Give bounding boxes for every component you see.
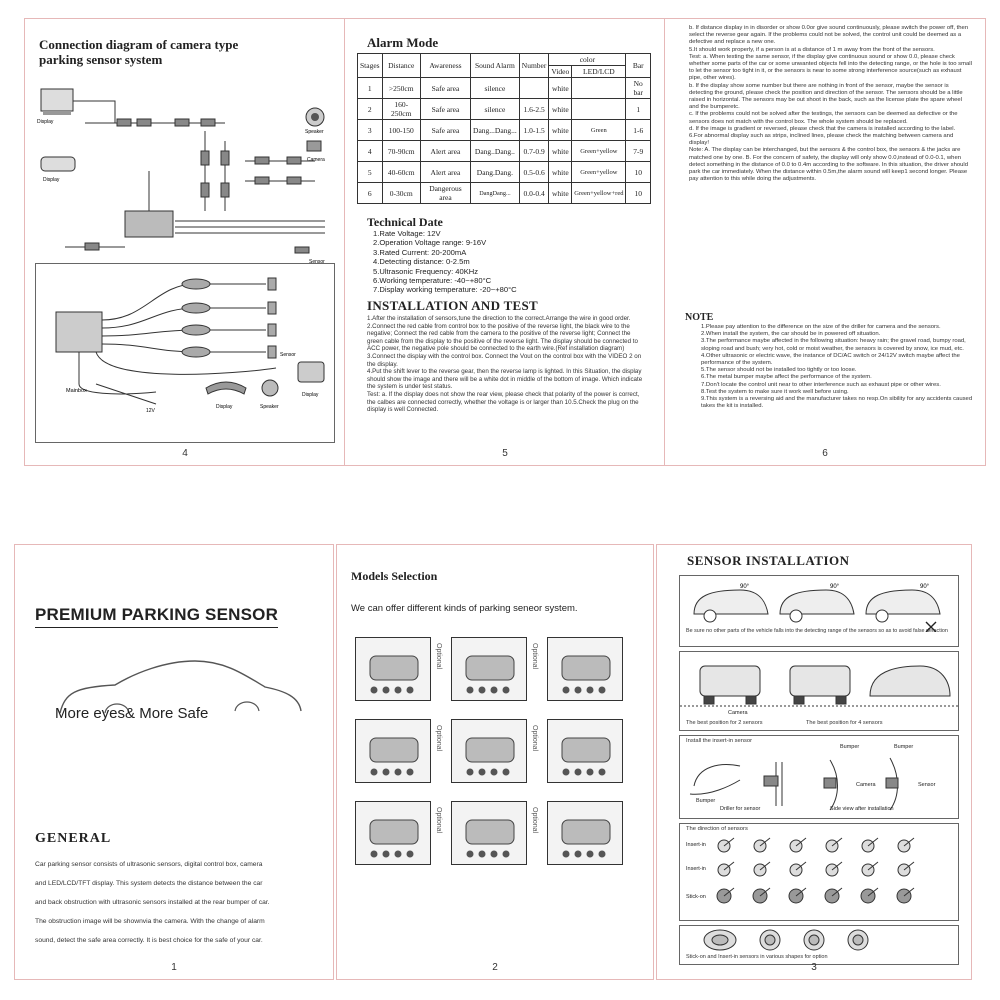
- alarm-cell: Dang.Dang.: [471, 162, 520, 183]
- alarm-row: [358, 78, 651, 99]
- test-paragraph: 5.It should work properly, if a person is at a distance of 1 m away from the front of the sensors.: [689, 46, 935, 53]
- alarm-cell: 0.5-0.6: [519, 162, 549, 183]
- alarm-cell: Dangerous area: [420, 183, 470, 204]
- alarm-cell: 1.6-2.5: [519, 99, 549, 120]
- note-item: 7.Don't locate the control unit near to other interference such as exhaust pipe or other wires.: [701, 381, 941, 388]
- wiring-diagram-lower: [35, 263, 335, 443]
- model-thumbnail: [451, 801, 527, 865]
- models-subtitle: We can offer different kinds of parking seneor system.: [351, 603, 578, 614]
- test-paragraph: Note: A. The display can be interchanged, but the sensors & the control box, the sensors & the jacks are matched one by one. B. For the concern of safety, the display will only show 0.0,instead of 0.0-0.1, when detect something in the distance of 0.0 to 0.4m according to the software. In this situation, the driver should park the car immediately. When the distance within 0.5m,the alarm sound will keep1 second longer. Please pay attention to this while doing the adjustments.: [689, 147, 968, 183]
- test-paragraph: 6.For abnormal display such as strips, inclined lines, please check the matching between camera and display!: [689, 133, 954, 147]
- label-bumper-3: Bumper: [696, 798, 716, 804]
- mainbox: [125, 211, 173, 237]
- svg-text:90°: 90°: [920, 584, 930, 590]
- tech-item: 2.Operation Voltage range: 9-16V: [373, 238, 487, 248]
- alarm-cell: Green: [572, 120, 626, 141]
- note-item: 9.This system is a reversing aid and the manufacturer takes no resp.On sibility for any accidents caused takes the kit is installed.: [701, 396, 973, 410]
- alarm-cell: 160-250cm: [382, 99, 420, 120]
- mirror-display: [41, 157, 75, 171]
- model-thumbnail: [355, 637, 431, 701]
- alarm-cell: 1: [626, 99, 651, 120]
- detecting-range-panel: [679, 575, 959, 647]
- note-item: 6.The metal bumper maybe affect the performance of the system.: [701, 374, 872, 381]
- alarm-cell: Safe area: [420, 120, 470, 141]
- note-item: 1.Please pay attention to the difference on the size of the driller for camera and the sensors.: [701, 324, 941, 330]
- alarm-cell: 100-150: [382, 120, 420, 141]
- alarm-cell: Green+yellow: [572, 141, 626, 162]
- alarm-cell: 6: [358, 183, 383, 204]
- slogan: More eyes& More Safe: [55, 705, 209, 722]
- alarm-cell: 0.7-0.9: [519, 141, 549, 162]
- general-text: [35, 855, 331, 950]
- label-bumper-2: Bumper: [894, 744, 914, 750]
- general-line: Car parking sensor consists of ultrasonic sensors, digital control box, camera: [35, 861, 263, 868]
- th-distance: Distance: [382, 54, 420, 78]
- test-paragraph: b. If distance display in in disorder or show 0.0or give sound continuously, please switch the power off, then select the reverse gear again. If the problems could not be solved, the control unit could be deemed as a defective and replace a new one.: [689, 25, 969, 46]
- alarm-cell: white: [549, 78, 572, 99]
- label-mainbox: Mainbox: [66, 388, 87, 394]
- alarm-cell: 40-60cm: [382, 162, 420, 183]
- page-number-2: 2: [492, 962, 498, 973]
- alarm-cell: DangDang...: [471, 183, 520, 204]
- label-camera: Camera: [307, 157, 325, 163]
- model-illustration: [356, 720, 432, 784]
- alarm-cell: 0-30cm: [382, 183, 420, 204]
- model-thumbnail: [547, 801, 623, 865]
- model-illustration: [452, 638, 528, 702]
- alarm-cell: silence: [471, 99, 520, 120]
- page-1: [14, 544, 334, 980]
- optional-label: Optional: [531, 807, 538, 834]
- svg-text:90°: 90°: [830, 584, 840, 590]
- label-display-2: Display: [43, 177, 60, 183]
- tech-item: 6.Working temperature: -40~+80°C: [373, 276, 492, 286]
- speaker-icon-2: [262, 380, 278, 396]
- alarm-cell: white: [549, 162, 572, 183]
- alarm-cell: 2: [358, 99, 383, 120]
- shapes-svg: [680, 926, 958, 954]
- label-sensor-2: Sensor: [280, 352, 296, 358]
- th-led: LED/LCD: [572, 66, 626, 78]
- label-display-3: Display: [216, 404, 233, 410]
- page-2: [336, 544, 654, 980]
- install-paragraph: 1.After the installation of sensors,tune the direction to the correct.Arrange the wire in good order.: [367, 315, 631, 322]
- alarm-cell: white: [549, 99, 572, 120]
- optional-label: Optional: [435, 643, 442, 670]
- sensor-position-panel: [679, 651, 959, 731]
- alarm-table-body: [358, 78, 651, 204]
- model-illustration: [548, 720, 624, 784]
- install-paragraph: 2.Connect the red cable from control box to the positive of the reverse light, the black wire to the negative; Connect the red cable from the camera to the positive of the reverse light; Connect the green cable from the display to the positive of the reverse light. The display should be connected to ACC power, the negative pole should be connected to the earth wire.(Ref installation diagram): [367, 322, 638, 353]
- model-thumbnail: [547, 637, 623, 701]
- alarm-row: [358, 162, 651, 183]
- tech-item: 4.Detecting distance: 0-2.5m: [373, 257, 470, 267]
- detecting-range-caption: Be sure no other parts of the vehicle falls into the detecting range of the sensors so as to avoid false detection: [686, 628, 948, 634]
- alarm-row: [358, 183, 651, 204]
- svg-text:90°: 90°: [740, 584, 750, 590]
- alarm-cell: 10: [626, 183, 651, 204]
- model-illustration: [452, 802, 528, 866]
- label-bumper-1: Bumper: [840, 744, 860, 750]
- tech-item: 7.Display working temperature: -20~+80°C: [373, 285, 517, 295]
- alarm-cell: Green+yellow: [572, 162, 626, 183]
- model-thumbnail: [451, 719, 527, 783]
- label-driller: Driller for sensor: [720, 806, 761, 812]
- wiring-diagram-lower-svg: [36, 264, 334, 442]
- page-6: [664, 18, 986, 466]
- alarm-table: [357, 53, 651, 204]
- install-insert-caption: Install the insert-in sensor: [686, 738, 753, 744]
- alarm-mode-title: Alarm Mode: [367, 35, 439, 50]
- general-line: and back obstruction with ultrasonic sensors installed at the rear bumper of car.: [35, 899, 270, 906]
- caption-2-sensors: The best position for 2 sensors: [686, 720, 763, 726]
- model-illustration: [356, 802, 432, 866]
- alarm-cell: Green+yellow+red: [572, 183, 626, 204]
- shapes-caption: Stick-on and Insert-in sensors in various shapes for option: [686, 954, 828, 960]
- bar-display: [206, 382, 246, 394]
- alarm-cell: 7-9: [626, 141, 651, 162]
- page-number-3: 3: [811, 962, 817, 973]
- monitor-display: [41, 89, 73, 111]
- alarm-cell: 0.0-0.4: [519, 183, 549, 204]
- label-camera-pos: Camera: [728, 710, 748, 716]
- general-title: GENERAL: [35, 831, 112, 846]
- shapes-panel: [679, 925, 959, 965]
- th-number: Number: [519, 54, 549, 78]
- page-number-1: 1: [171, 962, 177, 973]
- alarm-cell: Alert area: [420, 162, 470, 183]
- model-thumbnail: [355, 719, 431, 783]
- alarm-cell: white: [549, 120, 572, 141]
- alarm-cell: No bar: [626, 78, 651, 99]
- th-color: color: [549, 54, 626, 66]
- tech-item: 5.Ultrasonic Frequency: 40KHz: [373, 266, 479, 276]
- test-paragraph: d. If the image is gradient or reversed, please check that the camera is installed according to the label.: [689, 125, 956, 132]
- tech-item: 3.Rated Current: 20-200mA: [373, 247, 467, 257]
- cover-title: PREMIUM PARKING SENSOR: [35, 605, 278, 628]
- alarm-cell: 4: [358, 141, 383, 162]
- alarm-cell: white: [549, 183, 572, 204]
- label-insert-in-2: Insert-in: [686, 866, 706, 872]
- optional-label: Optional: [531, 643, 538, 670]
- note-item: 4.Other ultrasonic or electric wave, the instance of DC/AC switch or 24/12V switch maybe affect the performance of the system.: [701, 352, 960, 367]
- insert-in-panel: [679, 735, 959, 819]
- optional-label: Optional: [531, 725, 538, 752]
- model-thumbnail: [355, 801, 431, 865]
- install-paragraph: Test: a. If the display does not show the rear view, please check that polarity of the power is correct, the calbes are connected correctly, whether the voltage is or larger than 10.5.Check the plug on the display is well Connected.: [367, 390, 640, 414]
- test-paragraph: b. If the display show some number but there are nothing in front of the sensor, maybe the sensor is detecting the ground, please check the position and direction of the sensor. The sensors should be a little raised in horizontal. The sensors may be out shoot in the back, such as the license plate the spare wheel and the bumperetc.: [689, 82, 963, 111]
- label-insert-in-1: Insert-in: [686, 842, 706, 848]
- alarm-cell: [572, 78, 626, 99]
- alarm-cell: [572, 99, 626, 120]
- install-paragraph: 3.Connect the display with the control box. Connect the Vout on the control box with the VIDEO 2 on the display.: [367, 352, 642, 368]
- direction-panel: [679, 823, 959, 921]
- th-sound: Sound Alarm: [471, 54, 520, 78]
- general-line: sound, detect the safe area correctly. It is best choice for the safe of your car.: [35, 937, 263, 944]
- label-speaker: Speaker: [305, 129, 324, 135]
- label-sensor-p3: Sensor: [918, 782, 936, 788]
- note-title: NOTE: [685, 312, 714, 323]
- note-item: 2.When install the system, the car should be in powered off situation.: [701, 331, 881, 338]
- label-display: Display: [37, 119, 54, 125]
- page-number-4: 4: [182, 448, 188, 459]
- note-list: [701, 324, 973, 410]
- model-thumbnail: [547, 719, 623, 783]
- label-side-view: Side view after installation: [830, 806, 894, 812]
- general-line: The obstruction image will be shownvia the camera. With the change of alarm: [35, 918, 265, 925]
- th-video: Video: [549, 66, 572, 78]
- detecting-range-svg: [680, 576, 958, 632]
- alarm-row: [358, 120, 651, 141]
- model-illustration: [356, 638, 432, 702]
- test-paragraph: c. If the problems could not be solved after the testings, the sensors can be deemed as defective or the sensors does not match with the control box. The whole system should be replaced.: [689, 111, 958, 125]
- alarm-cell: Safe area: [420, 78, 470, 99]
- note-item: 8.Test the system to make sure it work well before using.: [701, 388, 849, 395]
- label-sensor: Sensor: [309, 259, 325, 265]
- alarm-row: [358, 141, 651, 162]
- alarm-cell: 5: [358, 162, 383, 183]
- alarm-cell: >250cm: [382, 78, 420, 99]
- model-thumbnail: [451, 637, 527, 701]
- alarm-cell: 10: [626, 162, 651, 183]
- model-illustration: [548, 638, 624, 702]
- alarm-cell: 1: [358, 78, 383, 99]
- label-camera-p3: Camera: [856, 782, 876, 788]
- optional-label: Optional: [435, 725, 442, 752]
- page-4-title: Connection diagram of camera type parking sensor system: [39, 37, 239, 67]
- install-paragraph: 4.Put the shift lever to the reverse gear, then the reverse lamp is lighted. In this Situation, the display should show the image and there will be a white dot in middle of the bottom of image. Which indicate the system is under test status.: [367, 368, 643, 391]
- note-item: 5.The sensor should not be installed too tightly or too loose.: [701, 367, 857, 374]
- camera-icon: [307, 141, 321, 151]
- installation-title: INSTALLATION AND TEST: [367, 298, 539, 313]
- alarm-cell: Safe area: [420, 99, 470, 120]
- display-unit: [298, 362, 324, 382]
- insert-in-svg: [680, 736, 958, 816]
- technical-date-title: Technical Date: [367, 215, 443, 229]
- tech-item: 1.Rate Voltage: 12V: [373, 229, 441, 238]
- sensor-position-svg: [680, 652, 958, 714]
- label-stick-on: Stick-on: [686, 894, 706, 900]
- th-bar: Bar: [626, 54, 651, 78]
- wiring-diagram-upper: [25, 71, 346, 271]
- caption-4-sensors: The best position for 4 sensors: [806, 720, 883, 726]
- th-awareness: Awareness: [420, 54, 470, 78]
- optional-label: Optional: [435, 807, 442, 834]
- alarm-cell: Dang..Dang..: [471, 141, 520, 162]
- direction-svg: [680, 824, 958, 922]
- model-illustration: [548, 802, 624, 866]
- th-stages: Stages: [358, 54, 383, 78]
- page-number-5: 5: [502, 448, 508, 459]
- general-line: and LED/LCD/TFT display. This system detects the distance between the car: [35, 880, 263, 887]
- model-illustration: [452, 720, 528, 784]
- alarm-row: [358, 99, 651, 120]
- alarm-cell: 3: [358, 120, 383, 141]
- alarm-cell: silence: [471, 78, 520, 99]
- page-number-6: 6: [822, 448, 828, 459]
- page-3: [656, 544, 972, 980]
- alarm-cell: 70-90cm: [382, 141, 420, 162]
- technical-list: [373, 229, 517, 295]
- label-12v: 12V: [146, 408, 155, 414]
- alarm-cell: Alert area: [420, 141, 470, 162]
- alarm-cell: 1-6: [626, 120, 651, 141]
- alarm-cell: 1.0-1.5: [519, 120, 549, 141]
- mainbox-2: [56, 312, 102, 352]
- page-6-test-text: [689, 25, 973, 183]
- direction-caption: The direction of sensors: [686, 826, 748, 832]
- sensor-installation-title: SENSOR INSTALLATION: [687, 553, 850, 568]
- label-speaker-2: Speaker: [260, 404, 279, 410]
- alarm-cell: white: [549, 141, 572, 162]
- label-display-4: Display: [302, 392, 319, 398]
- model-grid: [355, 637, 645, 837]
- installation-text: [367, 315, 643, 414]
- models-title: Models Selection: [351, 569, 438, 583]
- alarm-cell: [519, 78, 549, 99]
- page-4: [24, 18, 346, 466]
- page-5: [344, 18, 666, 466]
- note-item: 3.The performance maybe affected in the following situation: heavy rain; the gravel road, bumpy road, sloping road and bush; very hot, cold or moist weather, the sensors is covered by snow, ice mud, etc.: [701, 338, 966, 352]
- alarm-cell: Dang...Dang...: [471, 120, 520, 141]
- test-paragraph: Test: a. When testing the same sensor, if the display give continuous sound or show 0.0, please check whether some parts of the car or some unwanted objects fell into the detecting range, or the hole is too small to let the sensor too tight in it, or the sensors is near to some strong interference source(such as exhaust pipe, other wires).: [689, 53, 972, 82]
